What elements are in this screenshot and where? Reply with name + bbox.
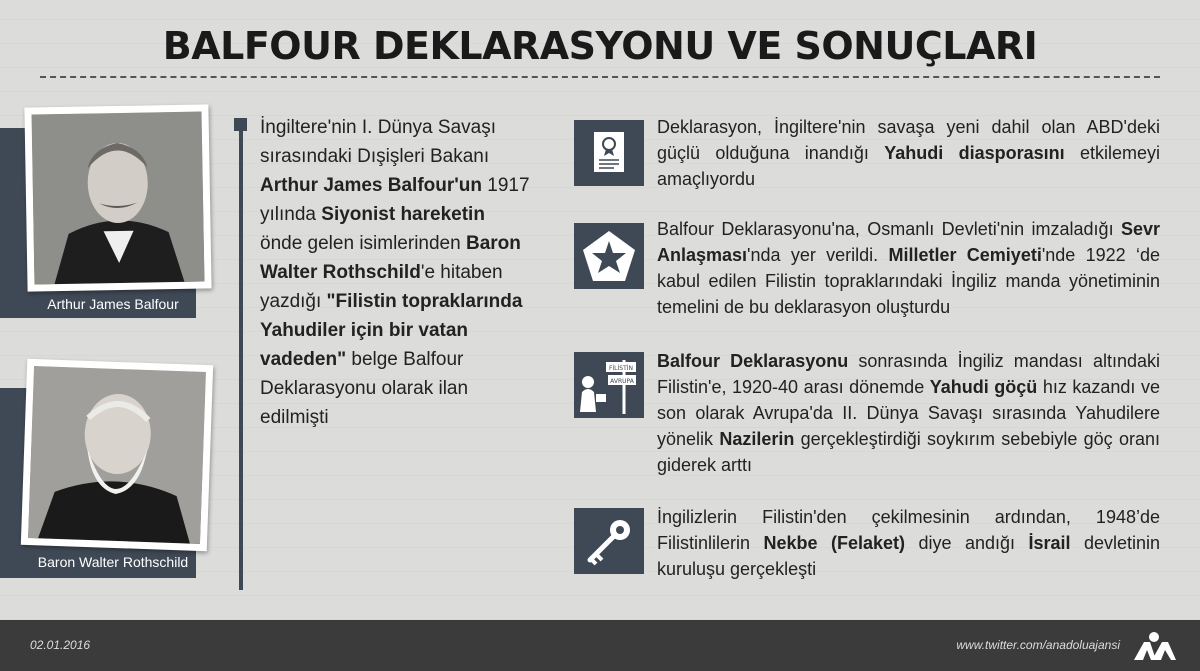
text-span: 'nda yer verildi. xyxy=(747,245,889,265)
certificate-icon xyxy=(574,120,644,186)
bold-text: Sevr Anlaşması xyxy=(657,219,1160,265)
bold-text: Yahudi göçü xyxy=(929,377,1038,397)
text-span: önde gelen isimlerinden xyxy=(260,233,466,254)
bold-text: İsrail xyxy=(1028,533,1071,553)
bold-text: Nekbe (Felaket) xyxy=(763,533,905,553)
intro-paragraph xyxy=(260,113,532,432)
portrait-balfour xyxy=(24,104,211,291)
accent-square xyxy=(234,118,247,131)
caption-rothschild: Baron Walter Rothschild xyxy=(37,554,189,570)
text-span: devletinin kuruluşu gerçekleşti xyxy=(657,533,1160,579)
text-span: belge Balfour Deklarasyonu olarak ilan edilmişti xyxy=(260,349,469,428)
portrait-rothschild-image xyxy=(28,366,206,544)
migration-signpost-icon xyxy=(574,352,644,418)
text-span: 1917 yılında xyxy=(260,175,530,225)
sign-avrupa-text: AVRUPA xyxy=(610,378,634,385)
portrait-balfour-image xyxy=(32,112,205,285)
bold-text: Arthur James Balfour'un xyxy=(260,175,482,196)
text-span: 'e hitaben yazdığı xyxy=(260,262,503,312)
bold-text: Baron Walter Rothschild xyxy=(260,233,521,283)
footer xyxy=(0,620,1200,671)
twitter-link[interactable]: www.twitter.com/anadoluajansi xyxy=(956,638,1120,652)
bold-text: Yahudi diasporasını xyxy=(884,143,1065,163)
vertical-accent-line xyxy=(239,120,243,590)
anadolu-ajansi-logo xyxy=(1132,630,1178,662)
title-divider xyxy=(40,76,1160,78)
portrait-rothschild xyxy=(21,359,213,551)
text-span: diye andığı xyxy=(905,533,1029,553)
bold-text: Milletler Cemiyeti xyxy=(888,245,1042,265)
star-pentagon-icon xyxy=(574,223,644,289)
item-3-text xyxy=(657,348,1160,478)
bold-text: Siyonist hareketin xyxy=(321,204,485,225)
text-span: sonrasında İngiliz mandası altındaki Filistin'e, 1920-40 arası dönemde xyxy=(657,351,1160,397)
item-4-text xyxy=(657,504,1160,582)
item-1-text xyxy=(657,114,1160,192)
key-icon xyxy=(574,508,644,574)
caption-balfour: Arthur James Balfour xyxy=(47,296,179,312)
text-span: hız kazandı ve son olarak Avrupa'da II. Dünya Savaşı sırasında Yahudilere yönelik xyxy=(657,377,1160,449)
text-span: Deklarasyon, İngiltere'nin savaşa yeni dahil olan ABD'deki güçlü olduğuna inandığı xyxy=(657,117,1160,163)
text-span: gerçekleştirdiği soykırım sebebiyle göç oranı giderek arttı xyxy=(657,429,1160,475)
footer-date: 02.01.2016 xyxy=(30,638,91,652)
page-title: BALFOUR DEKLARASYONU VE SONUÇLARI xyxy=(162,24,1038,68)
text-span: İngilizlerin Filistin'den çekilmesinin ardından, 1948’de Filistinlilerin xyxy=(657,507,1160,553)
text-span: İngiltere'nin I. Dünya Savaşı sırasındaki Dışişleri Bakanı xyxy=(260,117,496,167)
item-2-text xyxy=(657,216,1160,320)
bold-text: Nazilerin xyxy=(719,429,795,449)
bold-text: "Filistin topraklarında Yahudiler için bir vatan vadeden" xyxy=(260,291,523,370)
text-span: 'nde 1922 ‘de kabul edilen Filistin topraklarındaki İngiliz manda yönetiminin temelini de bu deklarasyon oluşturdu xyxy=(657,245,1160,317)
text-span: Balfour Deklarasyonu'na, Osmanlı Devleti'nin imzaladığı xyxy=(657,219,1121,239)
bold-text: Balfour Deklarasyonu xyxy=(657,351,849,371)
text-span: etkilemeyi amaçlıyordu xyxy=(657,143,1161,189)
sign-filistin-text: FİLİSTİN xyxy=(608,365,634,372)
